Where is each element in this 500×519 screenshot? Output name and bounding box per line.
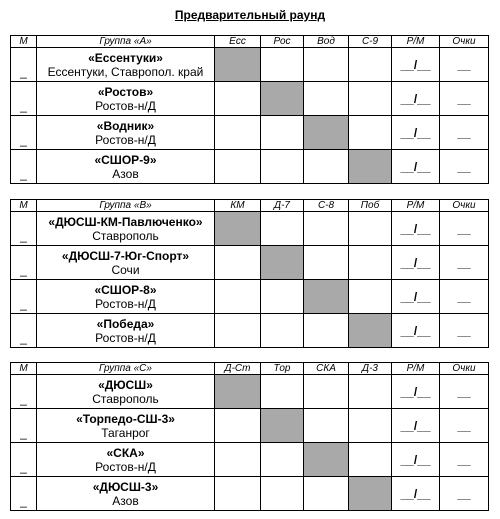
header-group-name: Группа «В»	[37, 200, 215, 212]
team-name: «Ессентуки»	[88, 50, 163, 65]
place-blank: _	[20, 133, 27, 147]
place-blank: _	[20, 297, 27, 311]
place-cell	[11, 82, 37, 116]
team-name: «ДЮСШ-3»	[92, 479, 159, 494]
team-row	[11, 443, 489, 477]
rm-blank: __/__	[392, 212, 440, 246]
team-name: «Водник»	[96, 118, 155, 133]
header-opponent: Вод	[304, 36, 349, 48]
group-table	[10, 199, 489, 348]
group-table	[10, 35, 489, 184]
rm-blank: __/__	[392, 48, 440, 82]
points-blank: __	[440, 48, 489, 82]
team-cell	[37, 443, 215, 477]
header-opponent: Д-3	[349, 363, 392, 375]
header-points: Очки	[440, 200, 489, 212]
place-blank: _	[20, 99, 27, 113]
score-cell	[261, 212, 304, 246]
self-match-cell	[261, 82, 304, 116]
header-points: Очки	[440, 36, 489, 48]
team-row	[11, 116, 489, 150]
score-cell	[349, 82, 392, 116]
group-header-row	[11, 363, 489, 375]
score-cell	[215, 116, 261, 150]
team-cell	[37, 150, 215, 184]
score-cell	[261, 280, 304, 314]
points-blank: __	[440, 116, 489, 150]
team-name: «СШОР-9»	[94, 152, 157, 167]
score-cell	[215, 246, 261, 280]
points-blank: __	[440, 82, 489, 116]
points-blank: __	[440, 246, 489, 280]
place-cell	[11, 314, 37, 348]
team-name: «ДЮСШ»	[98, 377, 153, 392]
team-cell	[37, 82, 215, 116]
points-blank: __	[440, 280, 489, 314]
team-cell	[37, 409, 215, 443]
group-header-row	[11, 36, 489, 48]
self-match-cell	[215, 212, 261, 246]
place-blank: _	[20, 229, 27, 243]
place-cell	[11, 150, 37, 184]
header-opponent: Тор	[261, 363, 304, 375]
place-cell	[11, 116, 37, 150]
team-city: Ростов-н/Д	[95, 132, 156, 147]
team-city: Сочи	[111, 262, 140, 277]
team-row	[11, 409, 489, 443]
team-cell	[37, 246, 215, 280]
header-opponent: Есс	[215, 36, 261, 48]
score-cell	[261, 443, 304, 477]
score-cell	[215, 82, 261, 116]
place-blank: _	[20, 392, 27, 406]
rm-blank: __/__	[392, 150, 440, 184]
score-cell	[349, 280, 392, 314]
header-opponent: СКА	[304, 363, 349, 375]
rm-blank: __/__	[392, 443, 440, 477]
header-opponent: Д-7	[261, 200, 304, 212]
score-cell	[304, 212, 349, 246]
self-match-cell	[304, 443, 349, 477]
team-row	[11, 150, 489, 184]
team-name: «ДЮСШ-7-Юг-Спорт»	[61, 248, 190, 263]
points-blank: __	[440, 375, 489, 409]
place-blank: _	[20, 65, 27, 79]
place-cell	[11, 375, 37, 409]
place-blank: _	[20, 426, 27, 440]
rm-blank: __/__	[392, 280, 440, 314]
rm-blank: __/__	[392, 116, 440, 150]
score-cell	[349, 246, 392, 280]
team-cell	[37, 280, 215, 314]
place-cell	[11, 443, 37, 477]
team-city: Таганрог	[101, 425, 150, 440]
team-row	[11, 246, 489, 280]
place-blank: _	[20, 494, 27, 508]
points-blank: __	[440, 314, 489, 348]
self-match-cell	[349, 477, 392, 511]
score-cell	[349, 116, 392, 150]
header-rm: Р/М	[392, 200, 440, 212]
header-opponent: С-9	[349, 36, 392, 48]
team-row	[11, 477, 489, 511]
score-cell	[349, 48, 392, 82]
header-m: М	[11, 200, 37, 212]
header-rm: Р/М	[392, 36, 440, 48]
place-blank: _	[20, 331, 27, 345]
score-cell	[349, 443, 392, 477]
score-cell	[349, 375, 392, 409]
team-row	[11, 314, 489, 348]
self-match-cell	[304, 116, 349, 150]
self-match-cell	[304, 280, 349, 314]
rm-blank: __/__	[392, 82, 440, 116]
team-cell	[37, 212, 215, 246]
rm-blank: __/__	[392, 246, 440, 280]
header-opponent: Д-Ст	[215, 363, 261, 375]
header-group-name: Группа «А»	[37, 36, 215, 48]
score-cell	[304, 477, 349, 511]
self-match-cell	[261, 409, 304, 443]
team-city: Ессентуки, Ставропол. край	[47, 64, 204, 79]
score-cell	[215, 280, 261, 314]
score-cell	[261, 48, 304, 82]
team-row	[11, 375, 489, 409]
place-cell	[11, 477, 37, 511]
score-cell	[261, 116, 304, 150]
score-cell	[304, 48, 349, 82]
team-cell	[37, 314, 215, 348]
team-name: «Победа»	[96, 316, 155, 331]
score-cell	[215, 150, 261, 184]
header-opponent: Поб	[349, 200, 392, 212]
group-table	[10, 362, 489, 511]
team-name: «Торпедо-СШ-3»	[76, 411, 175, 426]
team-row	[11, 280, 489, 314]
header-points: Очки	[440, 363, 489, 375]
self-match-cell	[349, 150, 392, 184]
rm-blank: __/__	[392, 409, 440, 443]
place-blank: _	[20, 263, 27, 277]
team-city: Ростов-н/Д	[95, 98, 156, 113]
score-cell	[261, 477, 304, 511]
team-cell	[37, 375, 215, 409]
page-title: Предварительный раунд	[174, 8, 326, 22]
team-name: «СКА»	[106, 445, 145, 460]
header-opponent: КМ	[215, 200, 261, 212]
rm-blank: __/__	[392, 477, 440, 511]
score-cell	[304, 409, 349, 443]
team-cell	[37, 116, 215, 150]
team-cell	[37, 477, 215, 511]
self-match-cell	[215, 375, 261, 409]
score-cell	[304, 82, 349, 116]
header-opponent: С-8	[304, 200, 349, 212]
team-row	[11, 48, 489, 82]
points-blank: __	[440, 477, 489, 511]
team-name: «Ростов»	[97, 84, 154, 99]
score-cell	[215, 314, 261, 348]
header-rm: Р/М	[392, 363, 440, 375]
score-cell	[215, 409, 261, 443]
score-cell	[261, 314, 304, 348]
team-city: Ростов-н/Д	[95, 296, 156, 311]
team-city: Ставрополь	[92, 228, 159, 243]
header-group-name: Группа «С»	[37, 363, 215, 375]
team-cell	[37, 48, 215, 82]
rm-blank: __/__	[392, 375, 440, 409]
place-blank: _	[20, 460, 27, 474]
place-cell	[11, 246, 37, 280]
team-name: «ДЮСШ-КМ-Павлюченко»	[48, 214, 203, 229]
score-cell	[215, 443, 261, 477]
score-cell	[349, 212, 392, 246]
place-cell	[11, 409, 37, 443]
place-blank: _	[20, 167, 27, 181]
score-cell	[261, 375, 304, 409]
team-row	[11, 212, 489, 246]
score-cell	[304, 314, 349, 348]
score-cell	[304, 375, 349, 409]
group-header-row	[11, 200, 489, 212]
header-opponent: Рос	[261, 36, 304, 48]
place-cell	[11, 280, 37, 314]
score-cell	[304, 150, 349, 184]
place-cell	[11, 48, 37, 82]
points-blank: __	[440, 409, 489, 443]
score-cell	[304, 246, 349, 280]
team-city: Ростов-н/Д	[95, 459, 156, 474]
score-cell	[261, 150, 304, 184]
team-city: Ставрополь	[92, 391, 159, 406]
self-match-cell	[349, 314, 392, 348]
points-blank: __	[440, 150, 489, 184]
points-blank: __	[440, 443, 489, 477]
self-match-cell	[215, 48, 261, 82]
team-city: Азов	[112, 166, 139, 181]
self-match-cell	[261, 246, 304, 280]
team-city: Ростов-н/Д	[95, 330, 156, 345]
team-row	[11, 82, 489, 116]
place-cell	[11, 212, 37, 246]
header-m: М	[11, 36, 37, 48]
header-m: М	[11, 363, 37, 375]
team-name: «СШОР-8»	[94, 282, 157, 297]
score-cell	[349, 409, 392, 443]
team-city: Азов	[112, 493, 139, 508]
rm-blank: __/__	[392, 314, 440, 348]
points-blank: __	[440, 212, 489, 246]
score-cell	[215, 477, 261, 511]
